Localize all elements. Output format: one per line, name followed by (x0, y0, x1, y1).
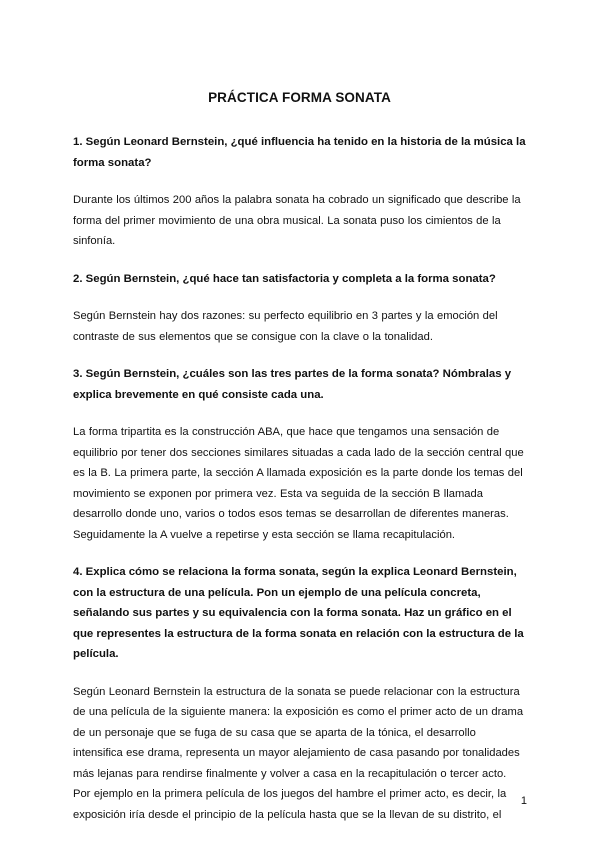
answer-3: La forma tripartita es la construcción ABA, que hace que tengamos una sensación de equilibrio por tener dos secciones similares situadas a cada lado de la sección central que es la B. La primera parte, la sección A llamada exposición es la parte donde los temas del movimiento se exponen por primera vez. Esta va seguida de la sección B llamada desarrollo donde uno, varios o todos esos temas se desarrollan de diferentes maneras. Seguidamente la A vuelve a repetirse y esta sección se llama recapitulación. (73, 426, 524, 541)
answer-2: Según Bernstein hay dos razones: su perfecto equilibrio en 3 partes y la emoción del contraste de sus elementos que se consigue con la clave o la tonalidad. (73, 310, 498, 343)
question-4: 4. Explica cómo se relaciona la forma sonata, según la explica Leonard Bernstein, con la estructura de una película. Pon un ejemplo de una película concreta, señalando sus partes y su equivalencia con la forma sonata. Haz un gráfico en el que representes la estructura de la forma sonata en relación con la estructura de la película. (73, 566, 524, 660)
question-3: 3. Según Bernstein, ¿cuáles son las tres partes de la forma sonata? Nómbralas y explica brevemente en qué consiste cada una. (73, 368, 512, 401)
question-2: 2. Según Bernstein, ¿qué hace tan satisfactoria y completa a la forma sonata? (73, 272, 496, 285)
page-number: 1 (520, 795, 527, 807)
answer-4: Según Leonard Bernstein la estructura de la sonata se puede relacionar con la estructura de una película de la siguiente manera: la exposición es como el primer acto de un drama de un personaje que se fuga de su casa que se aparta de la tónica, el desarrollo intensifica ese drama, representa un mayor alejamiento de casa pasando por tonalidades más lejanas para rendirse finalmente y volver a casa en la recapitulación o tercer acto. (73, 685, 524, 780)
answer-1: Durante los últimos 200 años la palabra sonata ha cobrado un significado que describe la forma del primer movimiento de una obra musical. La sonata puso los cimientos de la sinfonía. (73, 194, 521, 247)
question-1: 1. Según Leonard Bernstein, ¿qué influencia ha tenido en la historia de la música la forma sonata? (73, 136, 526, 169)
page-title: PRÁCTICA FORMA SONATA (208, 90, 391, 105)
answer-4-continued: Por ejemplo en la primera película de los juegos del hambre el primer acto, es decir, la exposición iría desde el principio de la película hasta que se la llevan de su distrito, el (73, 788, 507, 821)
